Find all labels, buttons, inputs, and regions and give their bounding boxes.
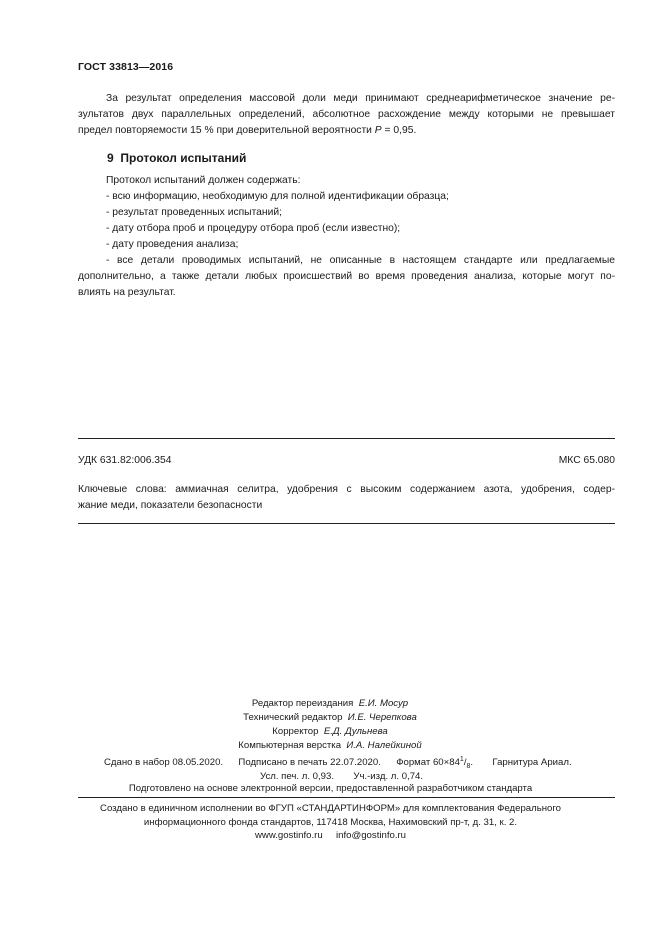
typeset-date: Сдано в набор 08.05.2020. <box>104 757 224 768</box>
probability-variable: P <box>374 125 382 136</box>
format-denominator: 8 <box>466 762 471 770</box>
credit-tech-editor <box>180 711 480 725</box>
list-item-last-line-1: - все детали проводимых испытаний, не описанные в настоящем стандарте или предлагаемые <box>106 255 615 266</box>
list-item: - всю информацию, необходимую для полной идентификации образца; <box>106 191 449 202</box>
keywords <box>78 482 615 514</box>
section-heading <box>107 151 246 165</box>
list-item: - дату проведения анализа; <box>106 239 239 250</box>
result-line-3-suffix: = 0,95. <box>381 125 417 136</box>
protocol-intro: Протокол испытаний должен содержать: <box>106 175 301 186</box>
format-suffix: . <box>470 757 474 768</box>
publishing-sheets: Уч.-изд. л. 0,74. <box>353 771 424 782</box>
document-header: ГОСТ 33813—2016 <box>78 61 174 73</box>
credit-name: И.Е. Черепкова <box>347 712 417 723</box>
format-prefix: Формат 60×84 <box>396 757 460 768</box>
result-line-3 <box>78 123 615 139</box>
signed-date: Подписано в печать 22.07.2020. <box>238 757 381 768</box>
list-item-last-line-2: дополнительно, а также детали любых происшествий во время проведения анализа, которые могут по- <box>78 271 615 282</box>
result-line-1: За результат определения массовой доли меди принимают среднеарифметическое значение ре- <box>106 93 615 104</box>
publisher-line-2: информационного фонда стандартов, 117418 Москва, Нахимовский пр-т, д. 31, к. 2. <box>143 816 518 828</box>
publisher-contacts <box>60 829 601 843</box>
result-line-3-prefix: предел повторяемости 15 % при доверительной вероятности <box>78 125 372 136</box>
mks-code: МКС 65.080 <box>558 455 615 466</box>
divider-imprint <box>78 797 615 798</box>
credit-role: Редактор переиздания <box>251 698 354 709</box>
printed-sheets: Усл. печ. л. 0,93. <box>260 771 334 782</box>
list-item-last-line-3: влиять на результат. <box>78 287 176 298</box>
imprint-line-1 <box>104 756 572 770</box>
credit-name: Е.И. Мосур <box>358 698 409 709</box>
prepared-note: Подготовлено на основе электронной версии, предоставленной разработчиком стандарта <box>128 783 533 794</box>
list-item: - результат проведенных испытаний; <box>106 207 282 218</box>
publisher-block <box>60 802 601 843</box>
result-line-2: зультатов двух параллельных определений, абсолютное расхождение между которыми не превышает <box>78 109 615 120</box>
typeface: Гарнитура Ариал. <box>492 757 572 768</box>
section-number: 9 <box>107 151 114 165</box>
credit-name: И.А. Налейкиной <box>346 740 422 751</box>
list-item: - дату отбора проб и процедуру отбора проб (если известно); <box>106 223 401 234</box>
divider-bottom <box>78 523 615 524</box>
credit-name: Е.Д. Дульнева <box>323 726 388 737</box>
website-link[interactable]: www.gostinfo.ru <box>254 830 323 841</box>
divider-top <box>78 438 615 439</box>
email-link[interactable]: info@gostinfo.ru <box>336 830 407 841</box>
keywords-line-2: жание меди, показатели безопасности <box>78 500 263 511</box>
publisher-line-1: Создано в единичном исполнении во ФГУП «СТАНДАРТИНФОРМ» для комплектования Федерального <box>100 803 561 814</box>
credit-layout <box>180 739 480 753</box>
credits-block <box>180 697 480 753</box>
udk-code: УДК 631.82:006.354 <box>78 455 172 466</box>
credit-role: Корректор <box>272 726 319 737</box>
protocol-block <box>78 173 615 301</box>
credit-corrector <box>180 725 480 739</box>
format-numerator: 1 <box>459 755 464 763</box>
credit-role: Технический редактор <box>243 712 343 723</box>
credit-editor <box>180 697 480 711</box>
section-title: Протокол испытаний <box>120 151 247 165</box>
keywords-line-1: Ключевые слова: аммиачная селитра, удобрения с высоким содержанием азота, удобрения, содер- <box>78 484 615 495</box>
result-paragraph <box>78 91 615 139</box>
print-format: Формат $60\times 84^1/_8$. <box>396 755 474 770</box>
credit-role: Компьютерная верстка <box>238 740 342 751</box>
